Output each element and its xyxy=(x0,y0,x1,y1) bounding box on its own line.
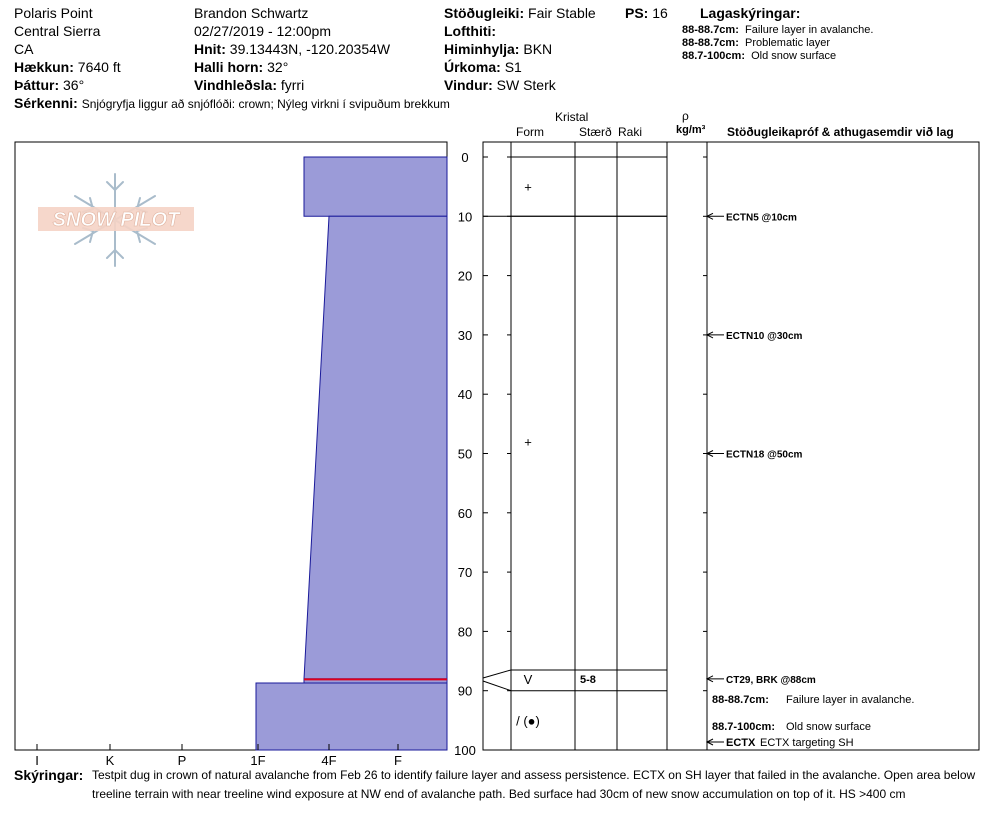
depth-tick-label: 30 xyxy=(457,327,473,343)
hardness-tick-label: K xyxy=(105,753,115,768)
legend-item: 88.7-100cm: Old snow surface xyxy=(682,50,837,62)
depth-tick-label: 20 xyxy=(457,268,473,284)
depth-tick-label: 70 xyxy=(457,565,473,581)
wind-value: SW Sterk xyxy=(496,77,556,93)
hardness-plot xyxy=(15,142,476,768)
elevation-value: 7640 ft xyxy=(77,59,121,75)
snowpilot-logo xyxy=(38,174,194,266)
elevation-label: Hækkun: xyxy=(14,59,74,75)
hardness-layer xyxy=(304,157,447,216)
hardness-layer xyxy=(256,683,447,750)
aspect-label: Þáttur: xyxy=(14,77,60,93)
hardness-tick-label: F xyxy=(394,753,402,768)
hardness-tick-label: 1F xyxy=(250,753,266,768)
comments-line-2: treeline terrain with near treeline wind exposure at NW end of avalanche path. Bed surface had 30cm of new snow accumulation on top of it. HS >400 cm xyxy=(92,787,906,801)
depth-tick-label: 80 xyxy=(457,624,473,640)
depth-tick-label: 40 xyxy=(457,387,473,403)
crystal-form: / (●) xyxy=(516,713,540,729)
crystal-size: 5-8 xyxy=(580,673,596,686)
wind-label: Vindur: xyxy=(444,77,493,93)
layer-table xyxy=(483,142,979,750)
layer-note-key: 88.7-100cm: xyxy=(712,721,775,733)
coords-label: Hnit: xyxy=(194,41,226,57)
range-name: Central Sierra xyxy=(14,23,101,39)
coords-value: 39.13443N, -120.20354W xyxy=(229,41,391,57)
wind-loading-label: Vindhleðsla: xyxy=(194,77,277,93)
layer-connector xyxy=(483,681,511,691)
legend-title: Lagaskýringar: xyxy=(700,5,801,21)
observation-datetime: 02/27/2019 - 12:00pm xyxy=(194,23,331,39)
stability-value: Fair Stable xyxy=(528,5,596,21)
state-name: CA xyxy=(14,41,34,57)
location-name: Polaris Point xyxy=(14,5,93,21)
depth-tick-label: 50 xyxy=(457,446,473,462)
observer-name: Brandon Schwartz xyxy=(194,5,309,21)
density-unit-header: kg/m³ xyxy=(676,124,706,136)
layer-connector xyxy=(483,670,511,678)
wind-loading-value: fyrri xyxy=(280,77,305,93)
table-frame xyxy=(483,142,979,750)
hardness-layer xyxy=(304,216,447,679)
test-label: ECTN18 @50cm xyxy=(726,449,803,461)
depth-tick-label: 90 xyxy=(457,683,473,699)
features-label: Sérkenni: xyxy=(14,95,78,111)
kristal-header: Kristal xyxy=(555,110,589,124)
rho-header: ρ xyxy=(682,109,689,123)
depth-tick-label: 10 xyxy=(457,209,473,225)
precip-value: S1 xyxy=(504,59,522,75)
sky-value: BKN xyxy=(523,41,553,57)
watermark-text: SNOW PILOT xyxy=(52,209,180,231)
ps-value: 16 xyxy=(652,5,668,21)
features-value: Snjógryfja liggur að snjóflóði: crown; Nýleg virkni í svipuðum brekkum xyxy=(81,97,450,111)
ps-label: PS: xyxy=(625,5,649,21)
hardness-tick-label: 4F xyxy=(321,753,337,768)
sky-label: Himinhylja: xyxy=(444,41,520,57)
test-label: CT29, BRK @88cm xyxy=(726,674,816,686)
comments-line-1: Testpit dug in crown of natural avalanche from Feb 26 to identify failure layer and assess persistence. ECTX on SH layer that failed in the avalanche. Open area below xyxy=(92,768,976,782)
moisture-header: Raki xyxy=(618,125,643,139)
form-header: Form xyxy=(516,125,544,139)
tests-header: Stöðugleikapróf & athugasemdir við lag xyxy=(727,125,954,139)
comments-label: Skýringar: xyxy=(14,767,84,783)
hardness-tick-label: I xyxy=(35,753,39,768)
slope-value: 32° xyxy=(267,59,289,75)
test-label: ECTN5 @10cm xyxy=(726,212,797,224)
crystal-form: + xyxy=(524,179,532,195)
layer-note-text: Failure layer in avalanche. xyxy=(786,694,915,706)
stability-label: Stöðugleiki: xyxy=(444,5,525,21)
slope-label: Halli horn: xyxy=(194,59,264,75)
layer-note-text: ECTX targeting SH xyxy=(760,737,854,749)
legend-item: 88-88.7cm: Problematic layer xyxy=(682,37,830,49)
legend-item: 88-88.7cm: Failure layer in avalanche. xyxy=(682,24,874,36)
precip-label: Úrkoma: xyxy=(444,59,501,75)
size-header: Stærð xyxy=(579,125,612,139)
depth-tick-label: 0 xyxy=(461,150,469,165)
crystal-form: + xyxy=(524,434,532,450)
crystal-form: V xyxy=(523,671,533,687)
hardness-tick-label: P xyxy=(177,753,187,768)
layer-note-key: ECTX xyxy=(726,737,756,749)
air-temp-label: Lofthiti: xyxy=(444,23,497,39)
layer-note-text: Old snow surface xyxy=(786,721,871,733)
aspect-value: 36° xyxy=(63,77,85,93)
test-label: ECTN10 @30cm xyxy=(726,330,803,342)
depth-tick-label: 60 xyxy=(457,505,473,521)
layer-note-key: 88-88.7cm: xyxy=(712,694,769,706)
depth-tick-label: 100 xyxy=(454,743,476,758)
